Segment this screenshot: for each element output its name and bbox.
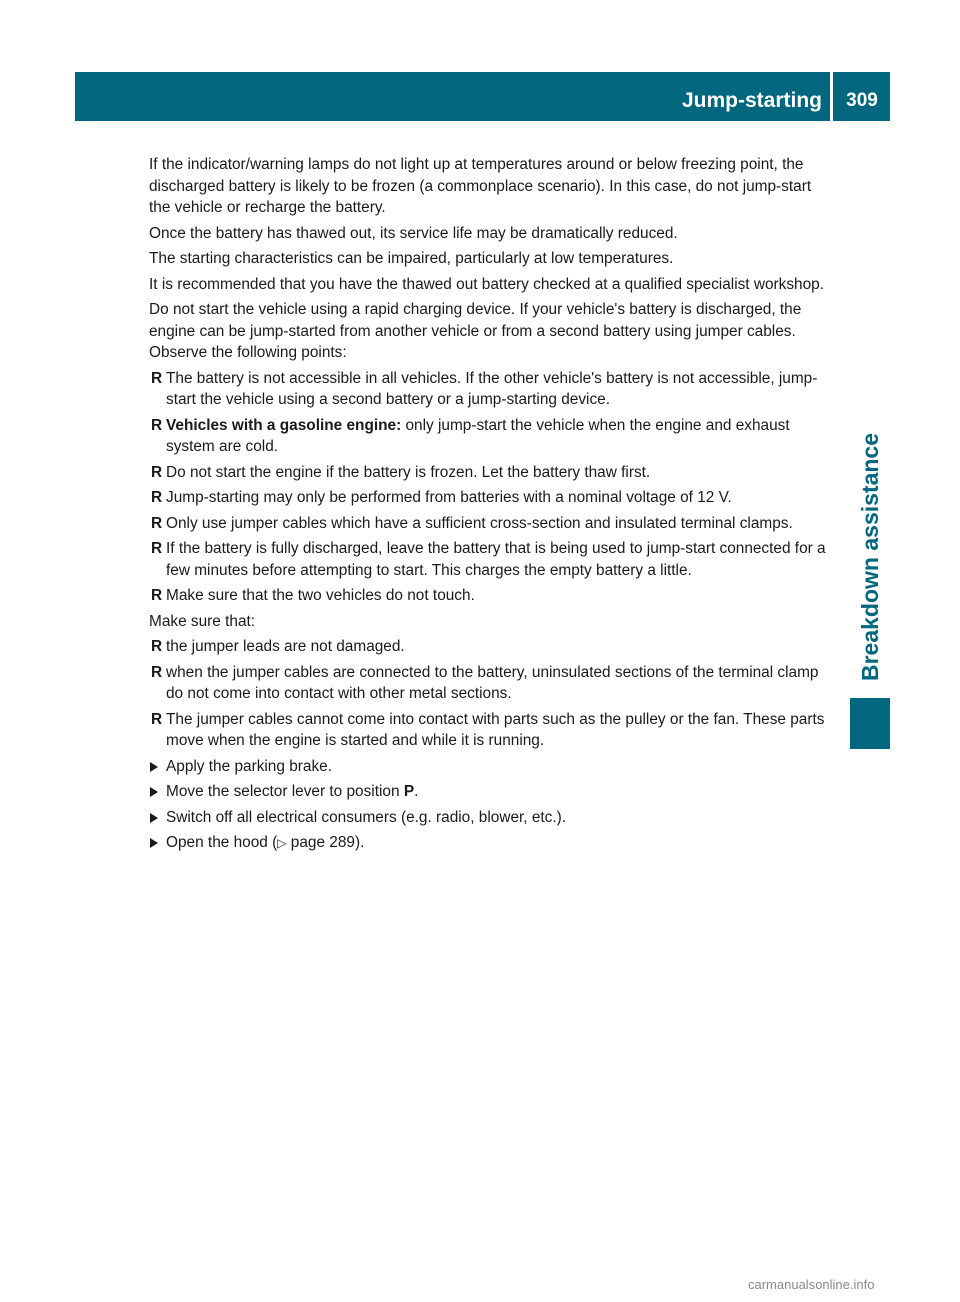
page-reference-link[interactable]: page 289). bbox=[286, 834, 365, 851]
side-tab bbox=[850, 121, 890, 681]
list-item-text: the jumper leads are not damaged. bbox=[166, 638, 405, 655]
list-item-text: Do not start the engine if the battery is frozen. Let the battery thaw first. bbox=[166, 463, 651, 481]
list-item bbox=[149, 636, 835, 658]
bullet-marker: R bbox=[151, 463, 163, 481]
step-arrow-icon bbox=[150, 838, 158, 848]
side-tab-marker bbox=[850, 698, 890, 749]
list-item-text: Jump-starting may only be performed from batteries with a nominal voltage of 12 V. bbox=[166, 489, 732, 506]
instruction-step bbox=[149, 781, 835, 803]
step-arrow-icon bbox=[150, 762, 158, 772]
step-arrow-icon bbox=[150, 813, 158, 823]
page-number: 309 bbox=[846, 90, 878, 111]
step-text: Open the hood ( bbox=[166, 834, 278, 851]
list-item-text: Make sure that the two vehicles do not touch. bbox=[166, 587, 475, 604]
bullet-marker: R bbox=[151, 369, 163, 387]
page-reference-icon: ▷ bbox=[277, 836, 287, 850]
header-divider bbox=[830, 72, 833, 121]
list-item bbox=[149, 513, 835, 535]
step-text: Move the selector lever to position bbox=[166, 783, 404, 800]
instruction-step bbox=[149, 756, 835, 778]
list-item-text: The jumper cables cannot come into contact with parts such as the pulley or the fan. These parts move when the engine is started and while it is running. bbox=[166, 710, 825, 749]
instruction-step bbox=[149, 832, 835, 855]
list-item-bold: Vehicles with a gasoline engine: bbox=[166, 416, 402, 434]
bullet-marker: R bbox=[151, 540, 163, 557]
bullet-marker: R bbox=[151, 489, 163, 506]
paragraph-specialist-check: It is recommended that you have the thawed out battery checked at a qualified specialist workshop. bbox=[149, 275, 825, 293]
header-bar bbox=[75, 72, 890, 121]
list-item bbox=[149, 487, 835, 509]
list-item bbox=[149, 462, 835, 484]
bullet-marker: R bbox=[151, 587, 163, 604]
list-item bbox=[149, 368, 835, 411]
list-item bbox=[149, 585, 835, 607]
section-title: Jump-starting bbox=[681, 89, 822, 112]
footer-watermark: carmanualsonline.info bbox=[748, 1277, 875, 1292]
step-text: Apply the parking brake. bbox=[166, 757, 332, 775]
step-text: Switch off all electrical consumers (e.g. radio, blower, etc.). bbox=[166, 808, 567, 826]
side-tab-label: Breakdown assistance bbox=[857, 432, 883, 681]
paragraph-starting-characteristics: The starting characteristics can be impaired, particularly at low temperatures. bbox=[149, 250, 674, 267]
instruction-step bbox=[149, 807, 835, 829]
bullet-marker: R bbox=[151, 638, 163, 655]
make-sure-intro: Make sure that: bbox=[149, 612, 256, 630]
paragraph-service-life: Once the battery has thawed out, its service life may be dramatically reduced. bbox=[149, 224, 678, 242]
bullet-marker: R bbox=[151, 710, 163, 728]
list-item-text: The battery is not accessible in all vehicles. If the other vehicle's battery is not accessible, jump-start the vehicle using a second battery or a jump-starting device. bbox=[166, 369, 818, 408]
paragraph-frozen-battery: If the indicator/warning lamps do not light up at temperatures around or below freezing point, the discharged battery is likely to be frozen (a commonplace scenario). In this case, do not jump-start the vehicle or recharge the battery. bbox=[149, 156, 812, 216]
page-content bbox=[149, 154, 835, 859]
bullet-marker: R bbox=[151, 514, 163, 532]
step-text-end: . bbox=[414, 783, 419, 800]
list-item bbox=[149, 662, 835, 705]
list-item-text: only jump-start the vehicle when the engine and exhaust system are cold. bbox=[166, 416, 790, 455]
step-arrow-icon bbox=[150, 787, 158, 797]
bullet-marker: R bbox=[151, 663, 163, 681]
list-item bbox=[149, 538, 835, 581]
list-item-text: If the battery is fully discharged, leave the battery that is being used to jump-start connected for a few minutes before attempting to start. This charges the empty battery a little. bbox=[166, 540, 826, 579]
list-item-text: Only use jumper cables which have a sufficient cross-section and insulated terminal clamps. bbox=[166, 514, 793, 532]
list-item bbox=[149, 709, 835, 752]
list-item bbox=[149, 415, 835, 458]
list-item-text: when the jumper cables are connected to the battery, uninsulated sections of the terminal clamp do not come into contact with other metal sections. bbox=[166, 663, 819, 702]
position-p: P bbox=[403, 783, 415, 800]
paragraph-rapid-charging: Do not start the vehicle using a rapid charging device. If your vehicle's battery is discharged, the engine can be jump-started from another vehicle or from a second battery using jumper cables. Observe the following points: bbox=[149, 301, 802, 361]
bullet-marker: R bbox=[151, 416, 163, 434]
